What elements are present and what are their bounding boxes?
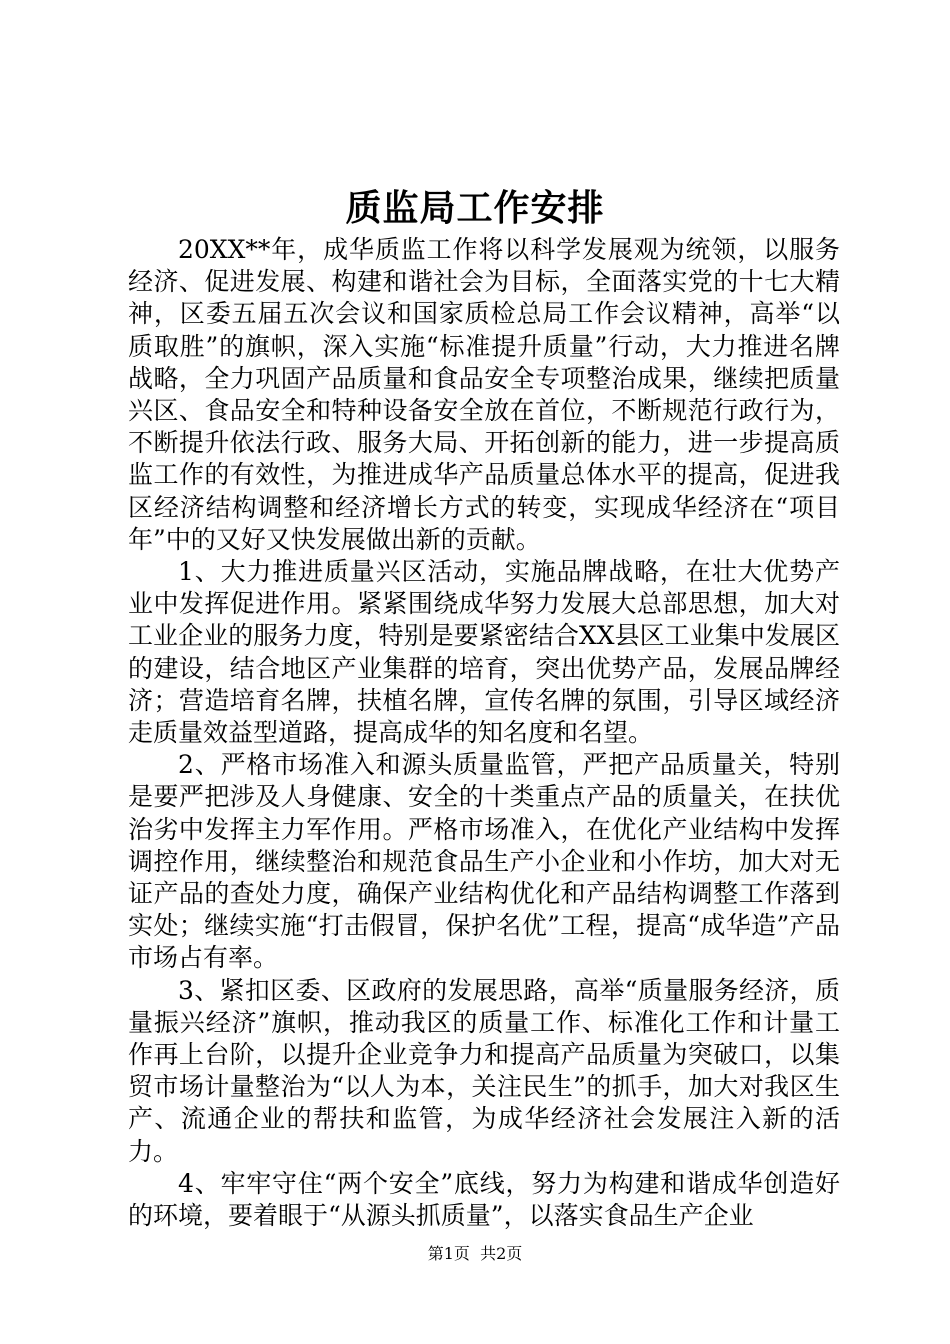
page-total: 共2页 (480, 1244, 523, 1263)
paragraph-item-3: 3、紧扣区委、区政府的发展思路，高举“质量服务经济，质量振兴经济”旗帜，推动我区的质量工作、标准化工作和计量工作再上台阶，以提升企业竞争力和提高产品质量为突破口，以集贸市场计量整治为“以人为本，关注民生”的抓手，加大对我区生产、流通企业的帮扶和监管，为成华经济社会发展注入新的活力。 (128, 975, 840, 1166)
document-title: 质监局工作安排 (345, 187, 605, 229)
footer-separator (470, 1244, 480, 1263)
page-number: 第1页 (427, 1244, 470, 1263)
document-body (128, 234, 840, 1232)
paragraph-item-1: 1、大力推进质量兴区活动，实施品牌战略，在壮大优势产业中发挥促进作用。紧紧围绕成华努力发展大总部思想，加大对工业企业的服务力度，特别是要紧密结合XX县区工业集中发展区的建设，结合地区产业集群的培育，突出优势产品，发展品牌经济；营造培育名牌，扶植名牌，宣传名牌的氛围，引导区域经济走质量效益型道路，提高成华的知名度和名望。 (128, 557, 840, 748)
paragraph-item-2: 2、严格市场准入和源头质量监管，严把产品质量关，特别是要严把涉及人身健康、安全的十类重点产品的质量关，在扶优治劣中发挥主力军作用。严格市场准入，在优化产业结构中发挥调控作用，继续整治和规范食品生产小企业和小作坊，加大对无证产品的查处力度，确保产业结构优化和产品结构调整工作落到实处；继续实施“打击假冒，保护名优”工程，提高“成华造”产品市场占有率。 (128, 750, 840, 973)
paragraph-item-4: 4、牢牢守住“两个安全”底线，努力为构建和谐成华创造好的环境，要着眼于“从源头抓质量”，以落实食品生产企业 (128, 1168, 840, 1231)
intro-paragraph: 20XX**年，成华质监工作将以科学发展观为统领，以服务经济、促进发展、构建和谐社会为目标，全面落实党的十七大精神，区委五届五次会议和国家质检总局工作会议精神，高举“以质取胜”的旗帜，深入实施“标准提升质量”行动，大力推进名牌战略，全力巩固产品质量和食品安全专项整治成果，继续把质量兴区、食品安全和特种设备安全放在首位，不断规范行政行为，不断提升依法行政、服务大局、开拓创新的能力，进一步提高质监工作的有效性，为推进成华产品质量总体水平的提高，促进我区经济结构调整和经济增长方式的转变，实现成华经济在“项目年”中的又好又快发展做出新的贡献。 (128, 235, 840, 554)
page-footer (0, 1242, 950, 1266)
